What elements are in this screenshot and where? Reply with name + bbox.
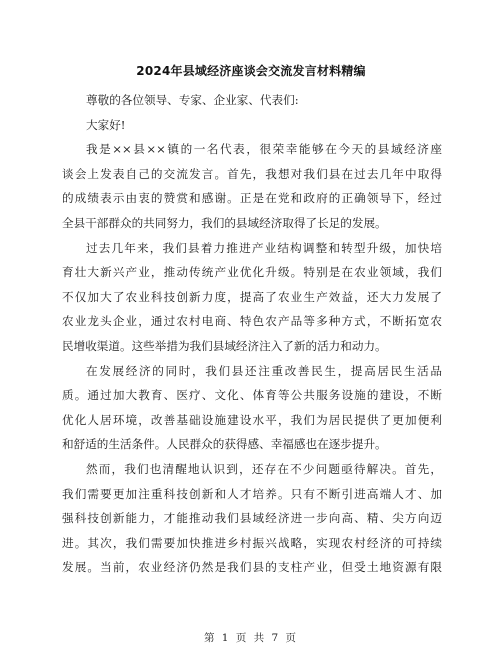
text-line: 全县干部群众的共同努力，我们的县域经济取得了长足的发展。 xyxy=(62,215,387,230)
page-number-footer: 第 1 页 共 7 页 xyxy=(203,632,299,644)
text-line: 然而，我们也清醒地认识到，还存在不少问题亟待解决。首先， xyxy=(86,461,442,476)
document-title: 2024年县域经济座谈会交流发言材料精编 xyxy=(136,64,366,78)
text-line: 我是××县××镇的一名代表，很荣幸能够在今天的县域经济座 xyxy=(86,142,442,157)
text-line: 尊敬的各位领导、专家、企业家、代表们: xyxy=(86,93,299,107)
text-line: 在发展经济的同时，我们县还注重改善民生，提高居民生活品 xyxy=(86,363,442,378)
text-line: 质。通过加大教育、医疗、文化、体育等公共服务设施的建设，不断 xyxy=(62,388,442,403)
text-line: 发展。当前，农业经济仍然是我们县的支柱产业，但受土地资源有限 xyxy=(62,560,442,575)
text-line: 大家好! xyxy=(86,117,126,132)
text-line: 和舒适的生活条件。人民群众的获得感、幸福感也在逐步提升。 xyxy=(62,437,387,452)
text-line: 优化人居环境，改善基础设施建设水平，我们为居民提供了更加便利 xyxy=(62,412,442,427)
text-line: 农业龙头企业，通过农村电商、特色农产品等多种方式，不断拓宽农 xyxy=(62,314,442,329)
text-line: 我们需要更加注重科技创新和人才培养。只有不断引进高端人才、加 xyxy=(62,486,442,501)
text-line: 不仅加大了农业科技创新力度，提高了农业生产效益，还大力发展了 xyxy=(62,289,442,304)
text-line: 的成绩表示由衷的赞赏和感谢。正是在党和政府的正确领导下，经过 xyxy=(62,191,442,206)
text-line: 进。其次，我们需要加快推进乡村振兴战略，实现农村经济的可持续 xyxy=(62,535,442,550)
text-line: 强科技创新能力，才能推动我们县域经济进一步向高、精、尖方向迈 xyxy=(62,511,442,526)
text-line: 民增收渠道。这些举措为我们县域经济注入了新的活力和动力。 xyxy=(62,338,387,353)
text-line: 谈会上发表自己的交流发言。首先，我想对我们县在过去几年中取得 xyxy=(62,166,442,181)
document-body xyxy=(62,88,442,580)
text-line: 育壮大新兴产业，推动传统产业优化升级。特别是在农业领域，我们 xyxy=(62,265,442,280)
text-line: 过去几年来，我们县着力推进产业结构调整和转型升级，加快培 xyxy=(86,240,442,255)
